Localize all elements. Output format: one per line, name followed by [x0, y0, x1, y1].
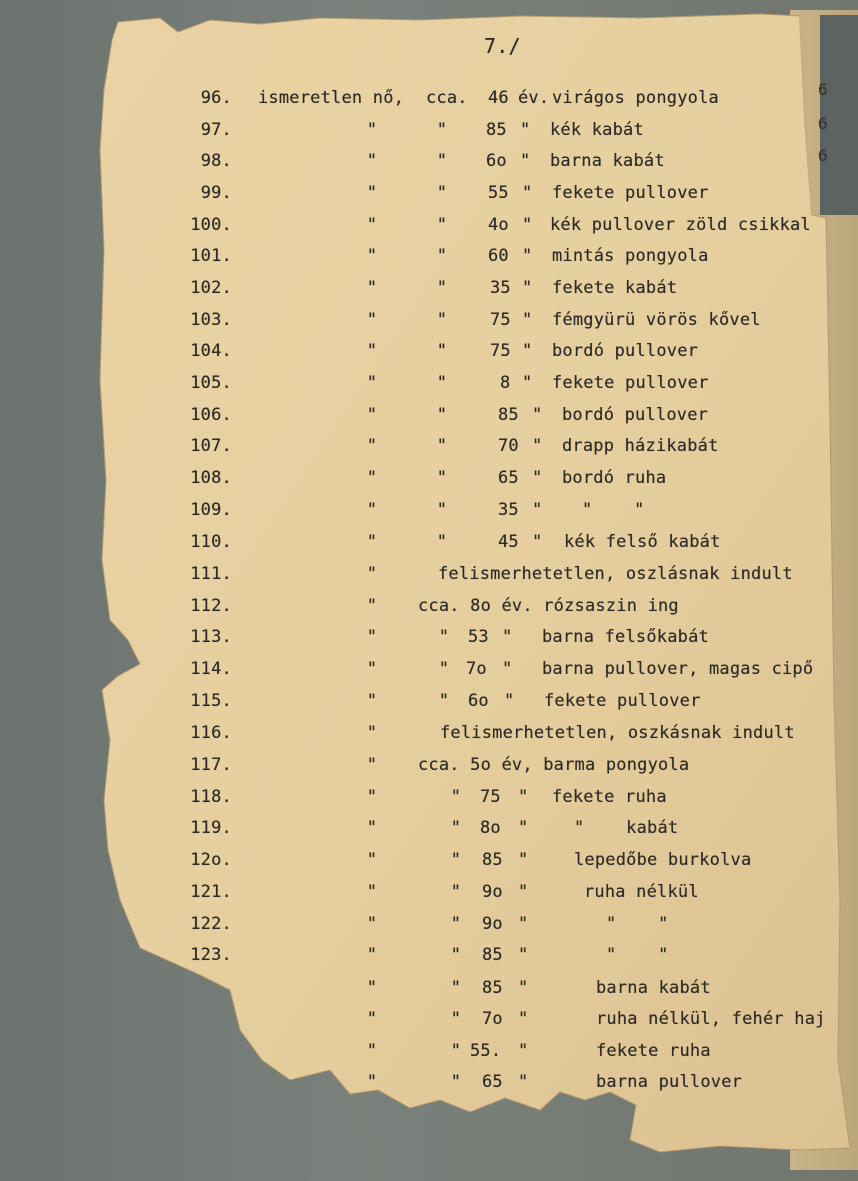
entry-number: 96. [200, 88, 232, 108]
clothing-description: bordó pullover [562, 405, 709, 425]
ditto-mark: " [436, 341, 448, 361]
clothing-description: mintás pongyola [552, 246, 709, 266]
ditto-mark: " [366, 1072, 378, 1092]
ditto-mark: " [366, 627, 378, 647]
ditto-mark: " [366, 1009, 378, 1029]
age: 9o [482, 882, 503, 902]
ditto-mark: " [436, 468, 448, 488]
age: 53 [468, 627, 489, 647]
ditto-mark: " [522, 246, 533, 266]
ditto-mark: " [366, 564, 378, 584]
entry-number: 113. [190, 627, 232, 647]
ditto-mark: " [436, 532, 448, 552]
ditto-mark: " [366, 436, 378, 456]
ditto-mark: " [366, 373, 378, 393]
ditto-mark: " [366, 818, 378, 838]
entry-text: cca. 8o év. rózsaszin ing [418, 596, 679, 616]
entry-number: 115. [190, 691, 232, 711]
age: 6o [486, 151, 507, 171]
ditto-mark: " [502, 659, 513, 679]
ditto-mark: " [436, 278, 448, 298]
age: 75 [480, 787, 501, 807]
entry-text: cca. 5o év, barma pongyola [418, 755, 690, 775]
entry-number: 114. [190, 659, 232, 679]
ditto-mark: " [366, 882, 378, 902]
ditto-mark: " [366, 691, 378, 711]
age: 7o [482, 1009, 503, 1029]
ditto-mark: " [532, 532, 543, 552]
ditto-mark: " [366, 151, 378, 171]
ditto-mark: " [520, 151, 531, 171]
age: 55 [488, 183, 509, 203]
clothing-description: kék kabát [550, 120, 644, 140]
ditto-mark: " [450, 1072, 462, 1092]
ditto-mark: " [518, 850, 529, 870]
clothing-description: fekete pullover [552, 183, 709, 203]
entry-number: 107. [190, 436, 232, 456]
age: 60 [488, 246, 509, 266]
ditto-mark: " [518, 978, 529, 998]
entry-number: 97. [200, 120, 232, 140]
ditto-mark: " [522, 215, 533, 235]
ditto-mark: " [450, 850, 462, 870]
age: 35 [490, 278, 511, 298]
age: 75 [490, 310, 511, 330]
ditto-mark: " [450, 1041, 462, 1061]
entry-number: 117. [190, 755, 232, 775]
ditto-mark: " [518, 1072, 529, 1092]
ditto-mark: " [366, 850, 378, 870]
entry-number: 111. [190, 564, 232, 584]
entry-number: 110. [190, 532, 232, 552]
ditto-mark: " [366, 500, 378, 520]
ditto-mark: " [366, 278, 378, 298]
approx-label: cca. [426, 88, 468, 108]
clothing-description: bordó ruha [562, 468, 667, 488]
clothing-description: fekete ruha [596, 1041, 711, 1061]
entry-number: 105. [190, 373, 232, 393]
clothing-description: " " [582, 500, 645, 520]
ditto-mark: " [366, 945, 378, 965]
ditto-mark: " [502, 627, 513, 647]
age-unit: év. [518, 88, 550, 108]
ditto-mark: " [366, 341, 378, 361]
ditto-mark: " [518, 914, 529, 934]
ditto-mark: " [518, 1041, 529, 1061]
clothing-description: " " [606, 945, 669, 965]
ditto-mark: " [504, 691, 515, 711]
ditto-mark: " [366, 405, 378, 425]
ditto-mark: " [436, 120, 448, 140]
ditto-mark: " [366, 978, 378, 998]
ditto-mark: " [366, 723, 378, 743]
entry-number: 106. [190, 405, 232, 425]
age: 9o [482, 914, 503, 934]
age: 45 [498, 532, 519, 552]
clothing-description: fekete ruha [552, 787, 667, 807]
entry-number: 122. [190, 914, 232, 934]
age: 70 [498, 436, 519, 456]
clothing-description: barna kabát [596, 978, 711, 998]
clothing-description: bordó pullover [552, 341, 699, 361]
entry-number: 121. [190, 882, 232, 902]
age: 85 [482, 850, 503, 870]
ditto-mark: " [436, 215, 448, 235]
ditto-mark: " [522, 341, 533, 361]
clothing-description: drapp házikabát [562, 436, 719, 456]
age: 6o [468, 691, 489, 711]
entry-number: 108. [190, 468, 232, 488]
entry-text: felismerhetetlen, oszkásnak indult [440, 723, 795, 743]
edge-mark: 6 [818, 80, 828, 99]
entry-number: 118. [190, 787, 232, 807]
ditto-mark: " [532, 436, 543, 456]
ditto-mark: " [366, 755, 378, 775]
entry-number: 123. [190, 945, 232, 965]
clothing-description: fekete kabát [552, 278, 678, 298]
ditto-mark: " [520, 120, 531, 140]
clothing-description: fémgyürü vörös kővel [552, 310, 761, 330]
ditto-mark: " [366, 246, 378, 266]
age: 75 [490, 341, 511, 361]
ditto-mark: " [532, 468, 543, 488]
entry-number: 98. [200, 151, 232, 171]
ditto-mark: " [438, 691, 450, 711]
age: 8 [500, 373, 511, 393]
edge-mark: 6 [818, 146, 828, 165]
clothing-description: barna pullover, magas cipő [542, 659, 814, 679]
ditto-mark: " [450, 914, 462, 934]
clothing-description: lepedőbe burkolva [574, 850, 752, 870]
clothing-description: fekete pullover [552, 373, 709, 393]
ditto-mark: " [522, 183, 533, 203]
ditto-mark: " [436, 500, 448, 520]
ditto-mark: " [518, 882, 529, 902]
ditto-mark: " [436, 183, 448, 203]
ditto-mark: " [366, 120, 378, 140]
ditto-mark: " [522, 373, 533, 393]
entry-number: 99. [200, 183, 232, 203]
ditto-mark: " [366, 532, 378, 552]
entry-number: 116. [190, 723, 232, 743]
ditto-mark: " [436, 310, 448, 330]
ditto-mark: " [518, 945, 529, 965]
ditto-mark: " [436, 246, 448, 266]
clothing-description: ruha nélkül, fehér haj [596, 1009, 826, 1029]
ditto-mark: " [366, 787, 378, 807]
ditto-mark: " [366, 1041, 378, 1061]
clothing-description: barna pullover [596, 1072, 743, 1092]
ditto-mark: " [436, 436, 448, 456]
ditto-mark: " [366, 183, 378, 203]
entry-number: 103. [190, 310, 232, 330]
ditto-mark: " [518, 787, 529, 807]
clothing-description: virágos pongyola [552, 88, 719, 108]
age: 85 [482, 978, 503, 998]
clothing-description: barna kabát [550, 151, 665, 171]
ditto-mark: " [366, 659, 378, 679]
ditto-mark: " [436, 373, 448, 393]
ditto-mark: " [438, 659, 450, 679]
ditto-mark: " [366, 215, 378, 235]
ditto-mark: " [438, 627, 450, 647]
entry-number: 100. [190, 215, 232, 235]
ditto-mark: " [518, 1009, 529, 1029]
clothing-description: " " [606, 914, 669, 934]
entry-number: 12o. [190, 850, 232, 870]
age: 55. [470, 1041, 502, 1061]
age: 35 [498, 500, 519, 520]
ditto-mark: " [366, 596, 378, 616]
ditto-mark: " [450, 818, 462, 838]
ditto-mark: " [532, 500, 543, 520]
entry-number: 112. [190, 596, 232, 616]
age: 85 [498, 405, 519, 425]
age: 85 [486, 120, 507, 140]
ditto-mark: " [366, 468, 378, 488]
ditto-mark: " [450, 1009, 462, 1029]
ditto-mark: " [366, 914, 378, 934]
entry-number: 104. [190, 341, 232, 361]
ditto-mark: " [436, 151, 448, 171]
age: 8o [480, 818, 501, 838]
clothing-description: kék pullover zöld csikkal [550, 215, 811, 235]
age: 85 [482, 945, 503, 965]
ditto-mark: " [366, 310, 378, 330]
ditto-mark: " [522, 310, 533, 330]
clothing-description: barna felsőkabát [542, 627, 709, 647]
clothing-description: " kabát [574, 818, 679, 838]
age: 7o [466, 659, 487, 679]
entry-number: 109. [190, 500, 232, 520]
edge-mark: 6 [818, 114, 828, 133]
entry-number: 101. [190, 246, 232, 266]
entry-number: 102. [190, 278, 232, 298]
age: 4o [488, 215, 509, 235]
clothing-description: ruha nélkül [584, 882, 699, 902]
ditto-mark: " [522, 278, 533, 298]
entry-text: felismerhetetlen, oszlásnak indult [438, 564, 793, 584]
page-number: 7./ [484, 34, 521, 58]
age: 46 [488, 88, 509, 108]
identity: ismeretlen nő, [258, 88, 405, 108]
ditto-mark: " [450, 882, 462, 902]
entry-number: 119. [190, 818, 232, 838]
ditto-mark: " [436, 405, 448, 425]
age: 65 [482, 1072, 503, 1092]
ditto-mark: " [518, 818, 529, 838]
ditto-mark: " [450, 978, 462, 998]
ditto-mark: " [450, 945, 462, 965]
clothing-description: kék felső kabát [564, 532, 721, 552]
age: 65 [498, 468, 519, 488]
clothing-description: fekete pullover [544, 691, 701, 711]
ditto-mark: " [450, 787, 462, 807]
ditto-mark: " [532, 405, 543, 425]
